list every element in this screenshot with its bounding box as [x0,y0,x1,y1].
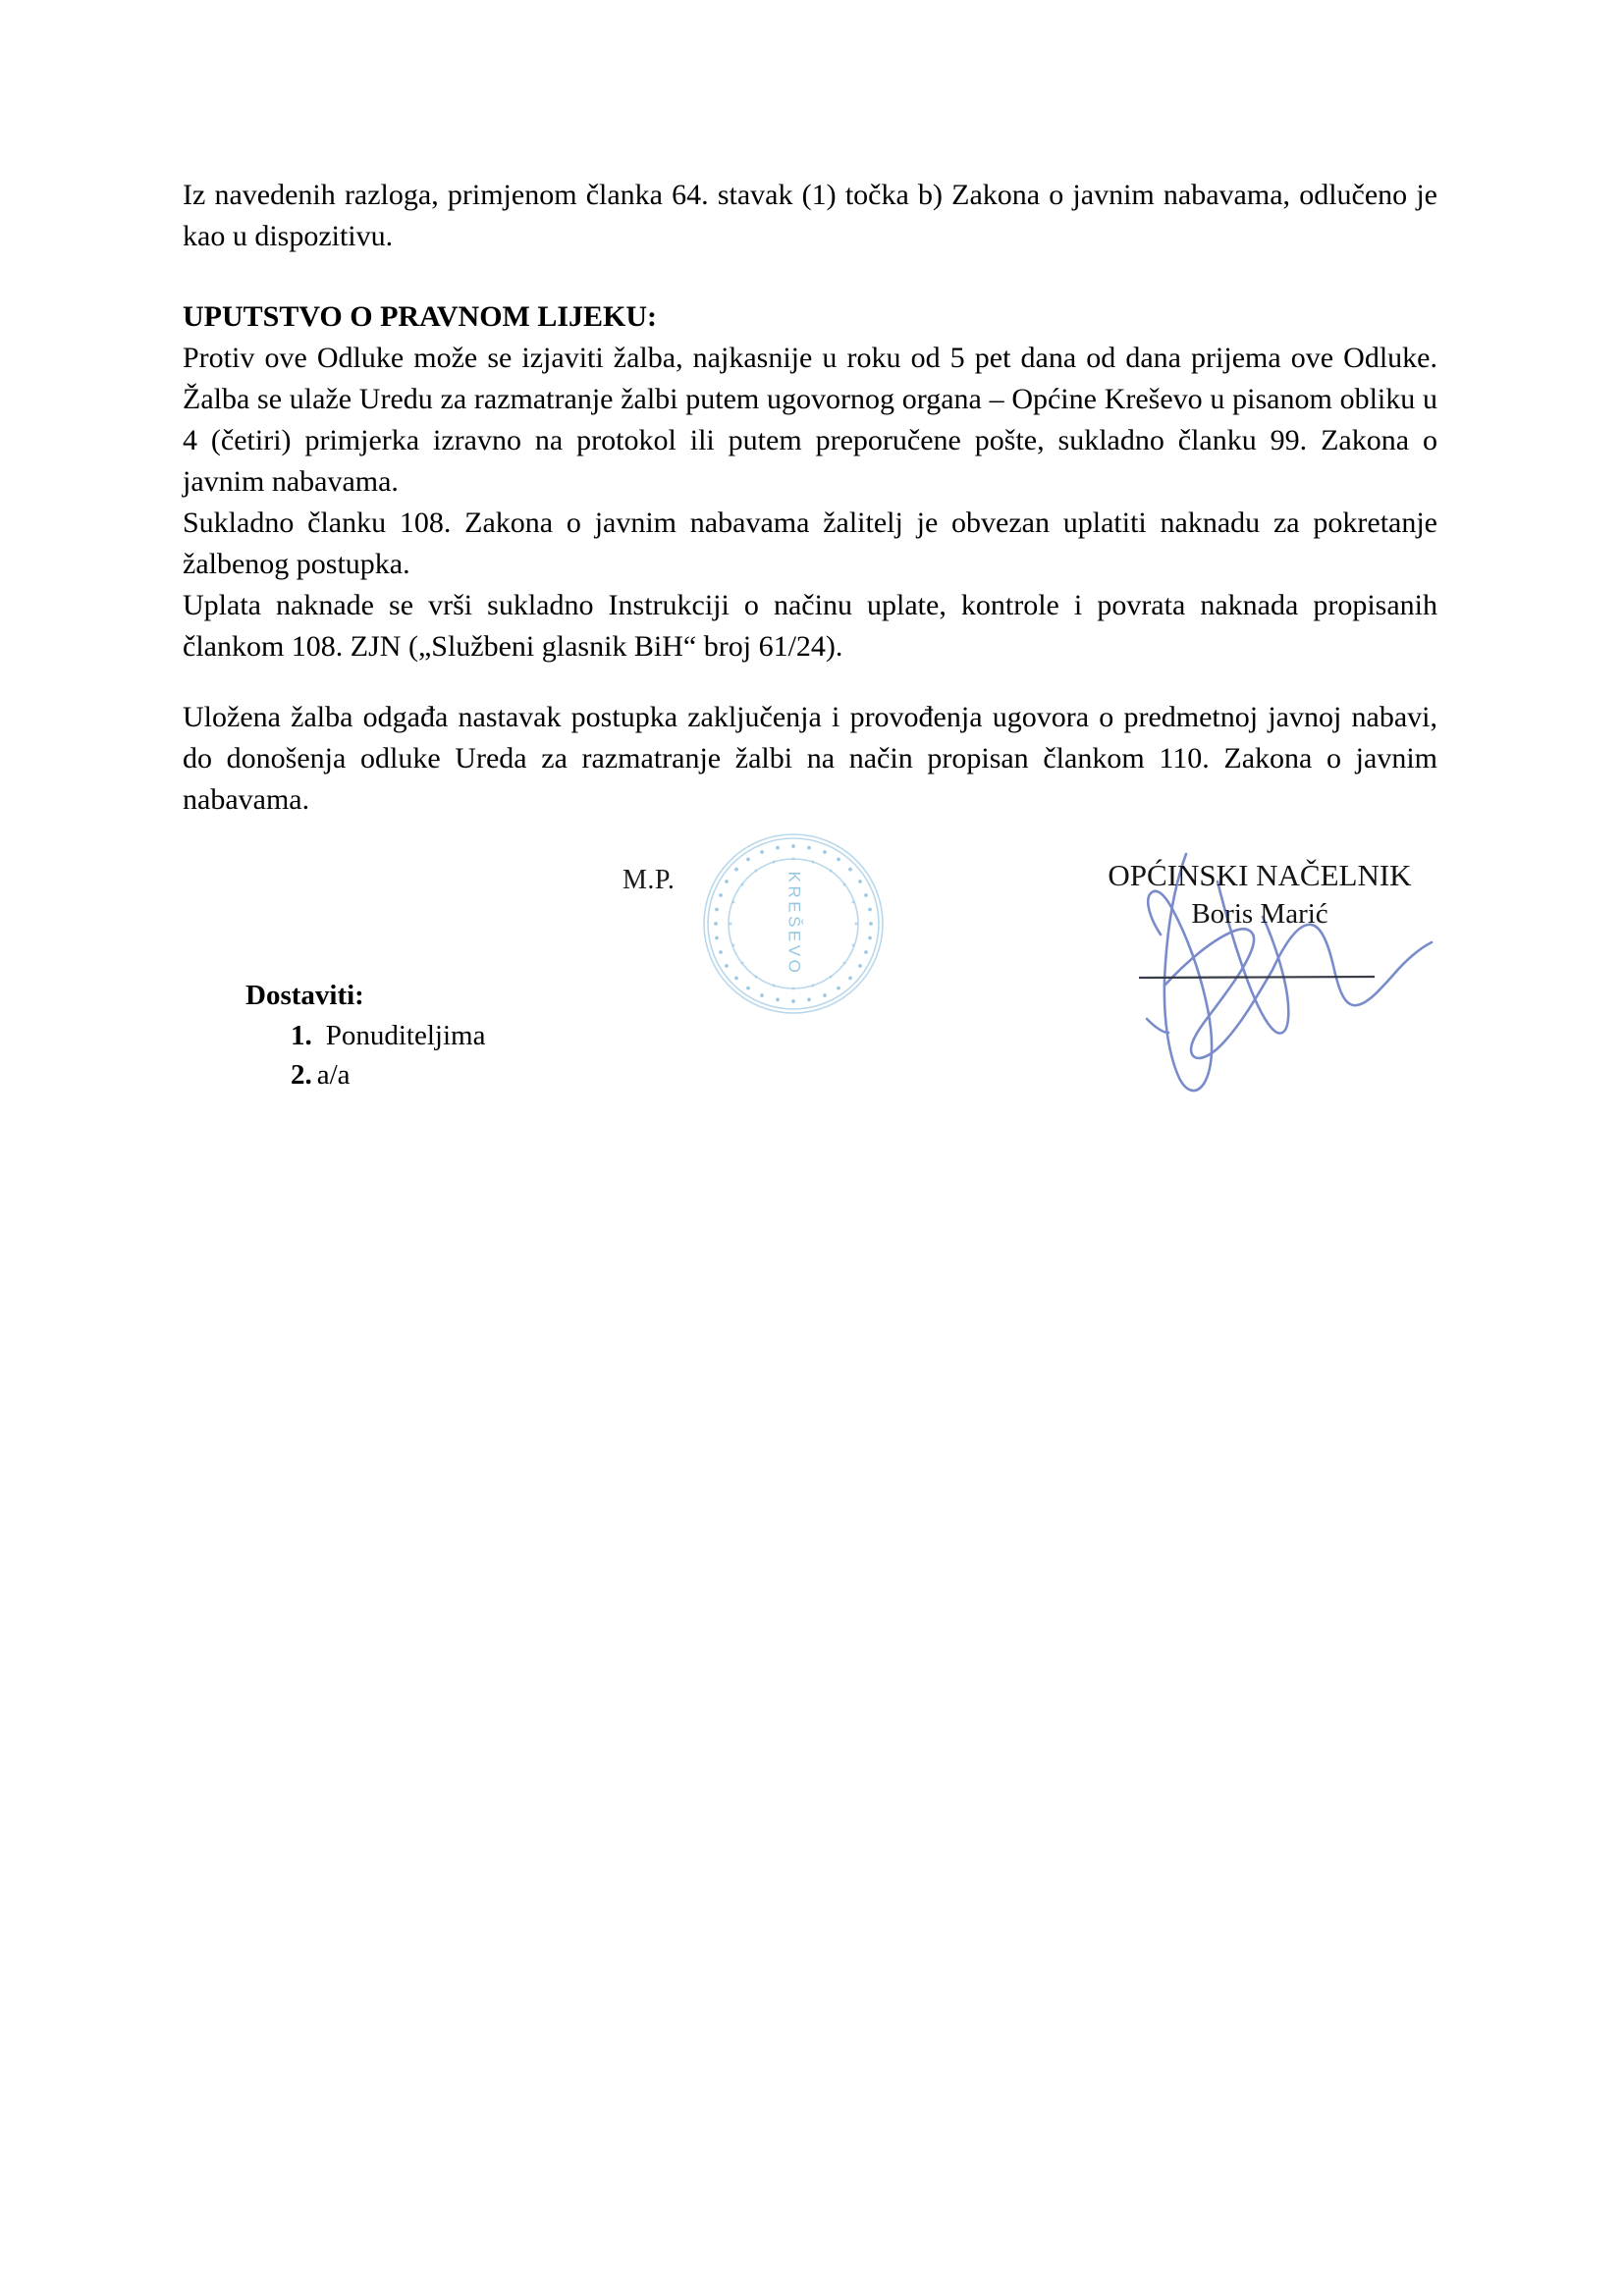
svg-text:KREŠEVO: KREŠEVO [785,871,804,977]
remedy-paragraph-4: Uložena žalba odgađa nastavak postupka zaključenja i provođenja ugovora o predmetnoj javnoj nabavi, do donošenja odluke Ureda za razmatranje žalbi na način propisan člankom 110. Zakona o javnim nabavama. [183,701,1437,816]
remedy-paragraph-1: Protiv ove Odluke može se izjaviti žalba, najkasnije u roku od 5 pet dana od dana prijema ove Odluke. Žalba se ulaže Uredu za razmatranje žalbi putem ugovornog organa – Općine Kreševo u pisanom obliku u 4 (četiri) primjerka izravno na protokol ili putem preporučene pošte, sukladno članku 99. Zakona o javnim nabavama. [183,342,1437,498]
list-item-number: 2. [291,1059,312,1091]
spacer [183,257,1437,296]
official-title: OPĆINSKI NAČELNIK [1108,858,1412,892]
list-item-label: Ponuditeljima [325,1020,486,1051]
stamp-place-label: M.P. [623,865,676,895]
distribution-list [245,977,485,1095]
distribution-title: Dostaviti: [245,980,364,1011]
list-item-number: 1. [291,1020,312,1051]
official-name: Boris Marić [1191,898,1328,930]
remedy-paragraph-2: Sukladno članku 108. Zakona o javnim nabavama žalitelj je obvezan uplatiti naknadu za pokretanje žalbenog postupka. [183,507,1437,580]
official-stamp-icon [699,829,888,1018]
intro-paragraph: Iz navedenih razloga, primjenom članka 64. stavak (1) točka b) Zakona o javnim nabavama, odlučeno je kao u dispozitivu. [183,179,1437,252]
legal-remedy-heading: UPUTSTVO O PRAVNOM LIJEKU: [183,300,658,333]
list-item-label: a/a [316,1059,351,1091]
list-item [291,1016,485,1055]
list-item [291,1055,485,1095]
document-body [183,175,1437,821]
handwritten-signature [1070,823,1463,1107]
remedy-paragraph-3: Uplata naknade se vrši sukladno Instrukciji o načinu uplate, kontrole i povrata naknada propisanih člankom 108. ZJN („Službeni glasnik BiH“ broj 61/24). [183,589,1437,663]
spacer [183,667,1437,697]
official-signature-block [1078,856,1441,933]
